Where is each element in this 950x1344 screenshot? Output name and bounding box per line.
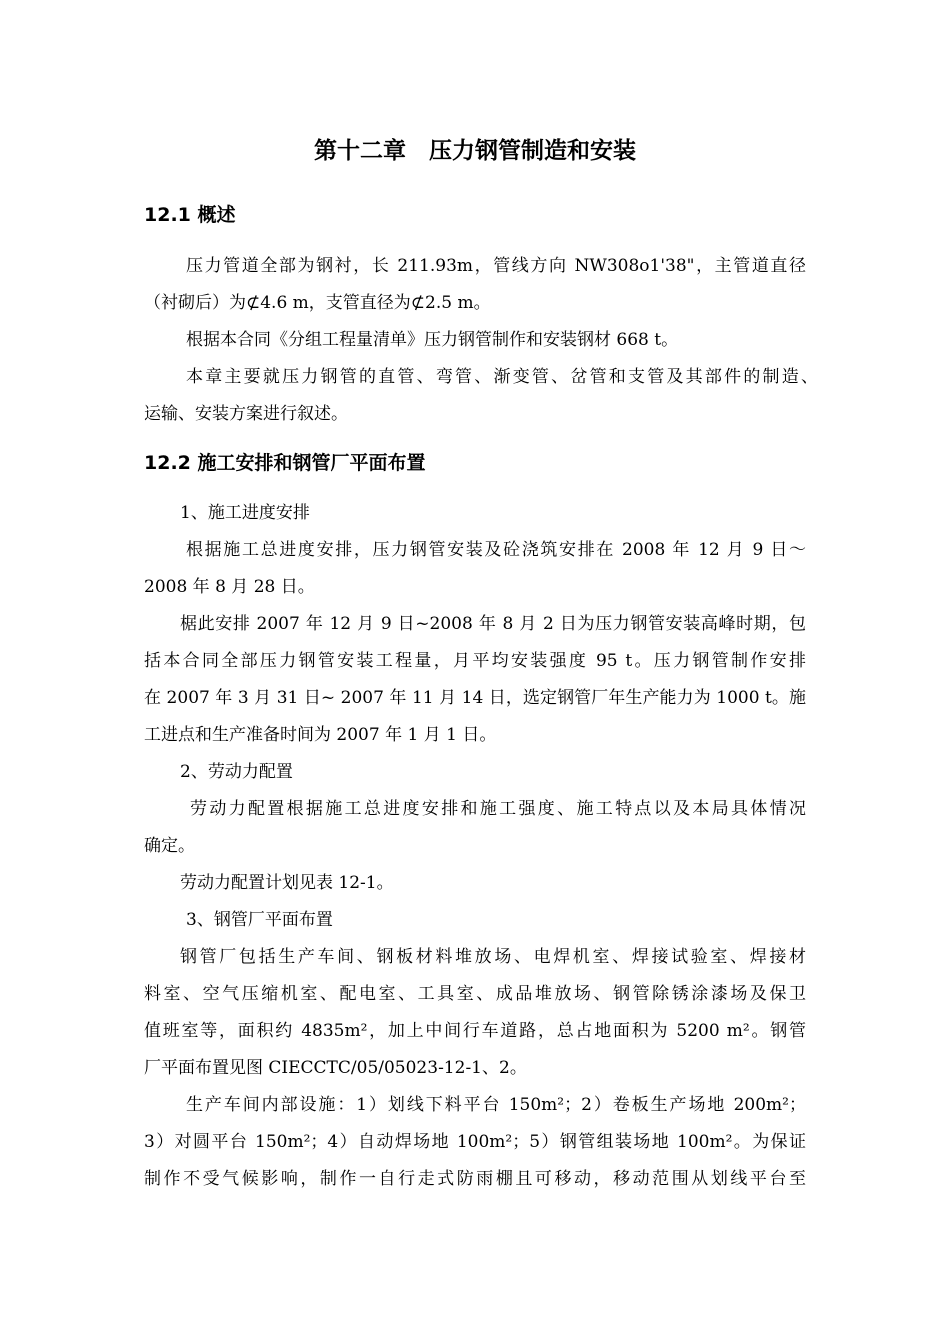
- paragraph-line: 值班室等，面积约 4835m²，加上中间行车道路，总占地面积为 5200 m²。钢管: [144, 1021, 806, 1041]
- paragraph-line: 2008 年 8 月 28 日。: [144, 577, 315, 597]
- subheading: 1、施工进度安排: [180, 503, 310, 523]
- paragraph-line: 劳动力配置计划见表 12-1。: [180, 873, 394, 893]
- section-heading-12-1: 12.1 概述: [144, 204, 236, 226]
- paragraph-line: 生产车间内部设施：1）划线下料平台 150m²；2）卷板生产场地 200m²；: [186, 1095, 806, 1115]
- paragraph-line: 本章主要就压力钢管的直管、弯管、渐变管、岔管和支管及其部件的制造、: [186, 367, 818, 387]
- paragraph-line: 厂平面布置见图 CIECCTC/05/05023-12-1、2。: [144, 1058, 527, 1078]
- paragraph-line: 料室、空气压缩机室、配电室、工具室、成品堆放场、钢管除锈涂漆场及保卫: [144, 984, 806, 1004]
- paragraph-line: 制作不受气候影响，制作一自行走式防雨棚且可移动，移动范围从划线平台至: [144, 1169, 806, 1189]
- subheading: 3、钢管厂平面布置: [186, 910, 333, 930]
- paragraph-line: 括本合同全部压力钢管安装工程量，月平均安装强度 95 t。压力钢管制作安排: [144, 651, 806, 671]
- paragraph-line: 确定。: [144, 836, 195, 856]
- paragraph-line: 工进点和生产准备时间为 2007 年 1 月 1 日。: [144, 725, 497, 745]
- subheading: 2、劳动力配置: [180, 762, 293, 782]
- paragraph-line: 椐此安排 2007 年 12 月 9 日~2008 年 8 月 2 日为压力钢管安装高峰时期，包: [180, 614, 806, 634]
- paragraph-line: 劳动力配置根据施工总进度安排和施工强度、施工特点以及本局具体情况: [190, 799, 806, 819]
- paragraph-line: 钢管厂包括生产车间、钢板材料堆放场、电焊机室、焊接试验室、焊接材: [180, 947, 806, 967]
- section-heading-12-2: 12.2 施工安排和钢管厂平面布置: [144, 452, 426, 474]
- paragraph-line: 在 2007 年 3 月 31 日~ 2007 年 11 月 14 日，选定钢管厂年生产能力为 1000 t。施: [144, 688, 806, 708]
- chapter-title: 第十二章 压力钢管制造和安装: [314, 138, 636, 164]
- paragraph-line: 3）对圆平台 150m²；4）自动焊场地 100m²；5）钢管组装场地 100m²。为保证: [144, 1132, 806, 1152]
- paragraph-line: 根据施工总进度安排，压力钢管安装及砼浇筑安排在 2008 年 12 月 9 日～: [186, 540, 806, 560]
- paragraph-line: 压力管道全部为钢衬，长 211.93m，管线方向 NW308o1'38"，主管道直径: [186, 256, 806, 276]
- paragraph-line: 根据本合同《分组工程量清单》压力钢管制作和安装钢材 668 t。: [186, 330, 679, 350]
- paragraph-line: （衬砌后）为⊄4.6 m，支管直径为⊄2.5 m。: [144, 293, 491, 313]
- paragraph-line: 运输、安装方案进行叙述。: [144, 404, 348, 424]
